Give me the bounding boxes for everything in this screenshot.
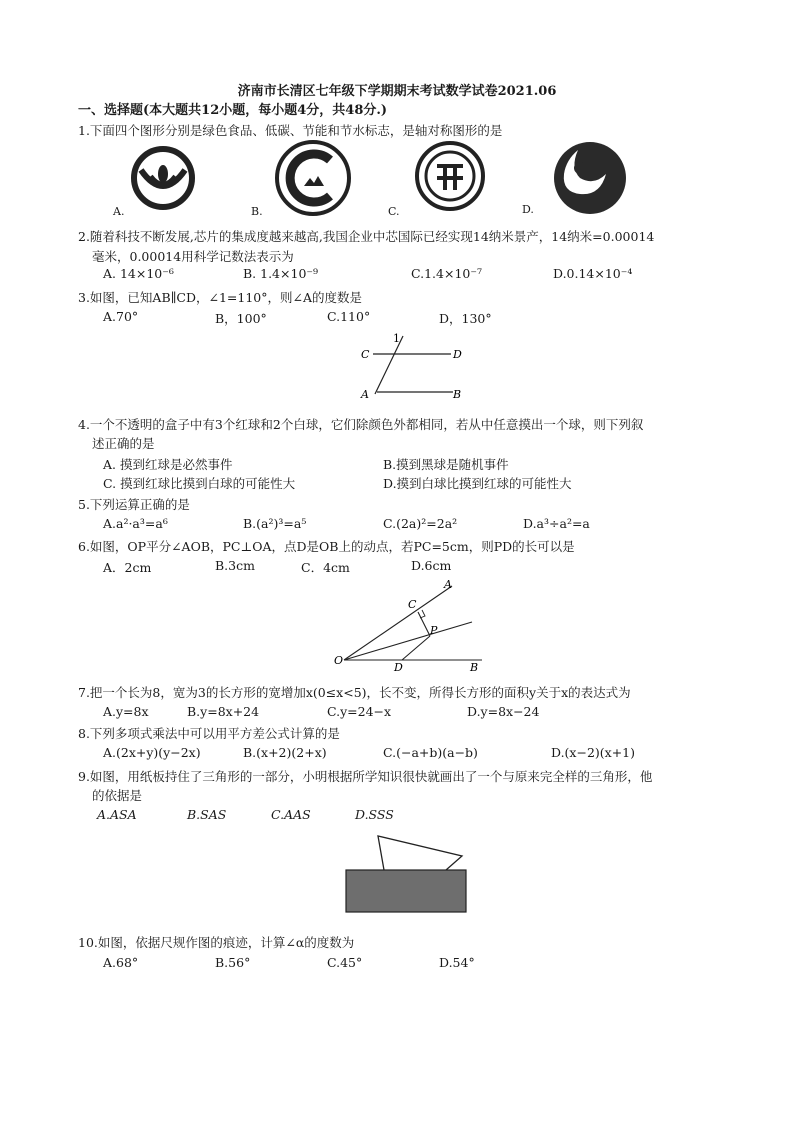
section-heading: 一、选择题(本大题共12小题，每小题4分，共48分.) bbox=[78, 103, 388, 118]
q6-label-o: O bbox=[334, 654, 344, 667]
q4-option-b: B.摸到黑球是随机事件 bbox=[383, 457, 509, 472]
q10-option-c: C.45° bbox=[327, 955, 363, 970]
question-4-line-2: 述正确的是 bbox=[92, 436, 155, 451]
q5-option-d: D.a³÷a²=a bbox=[523, 516, 590, 531]
q2-option-a: A. 14×10⁻⁶ bbox=[103, 266, 174, 281]
q1-label-a: A. bbox=[113, 205, 125, 218]
q1-label-b: B. bbox=[251, 205, 263, 218]
question-8-stem: 8.下列多项式乘法中可以用平方差公式计算的是 bbox=[78, 726, 340, 741]
q2-option-b: B. 1.4×10⁻⁹ bbox=[243, 266, 318, 281]
q2-option-c: C.1.4×10⁻⁷ bbox=[411, 266, 482, 281]
question-2-line-1: 2.随着科技不断发展,芯片的集成度越来越高,我国企业中芯国际已经实现14纳米景产，14纳米=0.00014 bbox=[78, 229, 655, 244]
q6-option-a: A．2cm bbox=[103, 560, 152, 575]
q9-covered-triangle-figure bbox=[340, 830, 475, 918]
q9-option-a: A.ASA bbox=[97, 807, 137, 822]
q2-option-d: D.0.14×10⁻⁴ bbox=[553, 266, 633, 281]
q10-option-b: B.56° bbox=[215, 955, 251, 970]
q3-option-a: A.70° bbox=[103, 309, 139, 324]
q6-option-d: D.6cm bbox=[411, 558, 452, 573]
question-9-line-1: 9.如图，用纸板持住了三角形的一部分，小明根据所学知识很快就画出了一个与原来完全样的三角形，他 bbox=[78, 769, 653, 784]
q3-parallel-lines-figure bbox=[355, 330, 475, 402]
q7-option-b: B.y=8x+24 bbox=[187, 704, 260, 719]
water-saving-logo-icon bbox=[540, 138, 640, 218]
q7-option-c: C.y=24−x bbox=[327, 704, 392, 719]
q3-option-d: D，130° bbox=[439, 311, 492, 326]
q5-option-a: A.a²·a³=a⁶ bbox=[103, 516, 168, 531]
q7-option-a: A.y=8x bbox=[103, 704, 149, 719]
q4-option-c: C. 摸到红球比摸到白球的可能性大 bbox=[103, 476, 296, 491]
q6-label-d: D bbox=[394, 661, 403, 673]
question-5-stem: 5.下列运算正确的是 bbox=[78, 497, 190, 512]
q3-option-c: C.110° bbox=[327, 309, 371, 324]
q6-label-c: C bbox=[408, 598, 417, 611]
q6-label-a: A bbox=[444, 578, 452, 591]
question-7-stem: 7.把一个长为8，宽为3的长方形的宽增加x(0≤x<5)，长不变，所得长方形的面积y关于x的表达式为 bbox=[78, 685, 631, 700]
q8-option-a: A.(2x+y)(y−2x) bbox=[103, 745, 201, 760]
q8-option-b: B.(x+2)(2+x) bbox=[243, 745, 327, 760]
q1-label-c: C. bbox=[388, 205, 400, 218]
q5-option-b: B.(a²)³=a⁵ bbox=[243, 516, 307, 531]
q10-option-a: A.68° bbox=[103, 955, 139, 970]
q6-option-b: B.3cm bbox=[215, 558, 255, 573]
question-10-stem: 10.如图，依据尺规作图的痕迹，计算∠α的度数为 bbox=[78, 935, 355, 950]
question-9-line-2: 的依据是 bbox=[92, 788, 143, 803]
q3-option-b: B，100° bbox=[215, 311, 267, 326]
question-4-line-1: 4.一个不透明的盒子中有3个红球和2个白球，它们除颜色外都相同，若从中任意摸出一个球，则下列叙 bbox=[78, 417, 644, 432]
question-2-line-2: 毫米，0.00014用科学记数法表示为 bbox=[92, 249, 294, 264]
q9-option-c: C.AAS bbox=[271, 807, 311, 822]
q9-option-d: D.SSS bbox=[355, 807, 394, 822]
q6-label-p: P bbox=[430, 624, 438, 637]
question-1-stem: 1.下面四个图形分别是绿色食品、低碳、节能和节水标志，是轴对称图形的是 bbox=[78, 123, 503, 138]
q8-option-d: D.(x−2)(x+1) bbox=[551, 745, 636, 760]
q5-option-c: C.(2a)²=2a² bbox=[383, 516, 458, 531]
energy-saving-logo-icon bbox=[405, 138, 495, 220]
q9-option-b: B.SAS bbox=[187, 807, 227, 822]
q6-label-b: B bbox=[470, 661, 479, 673]
q3-label-a: A bbox=[361, 388, 369, 401]
low-carbon-logo-icon bbox=[258, 138, 358, 220]
question-6-stem: 6.如图，OP平分∠AOB，PC⊥OA，点D是OB上的动点，若PC=5cm，则PD的长可以是 bbox=[78, 539, 575, 554]
q4-option-a: A. 摸到红球是必然事件 bbox=[103, 457, 233, 472]
q10-option-d: D.54° bbox=[439, 955, 475, 970]
q6-angle-bisector-figure bbox=[332, 578, 492, 673]
q4-option-d: D.摸到白球比摸到红球的可能性大 bbox=[383, 476, 572, 491]
q3-label-c: C bbox=[361, 348, 370, 361]
page-title: 济南市长清区七年级下学期期末考试数学试卷2021.06 bbox=[237, 84, 557, 99]
q3-label-d: D bbox=[453, 348, 462, 361]
question-3-stem: 3.如图，已知AB∥CD，∠1=110°，则∠A的度数是 bbox=[78, 290, 363, 305]
q3-label-b: B bbox=[453, 388, 462, 401]
q1-label-d: D. bbox=[522, 203, 534, 216]
q7-option-d: D.y=8x−24 bbox=[467, 704, 540, 719]
q3-label-1: 1 bbox=[393, 332, 400, 345]
q8-option-c: C.(−a+b)(a−b) bbox=[383, 745, 478, 760]
q6-option-c: C．4cm bbox=[301, 560, 350, 575]
